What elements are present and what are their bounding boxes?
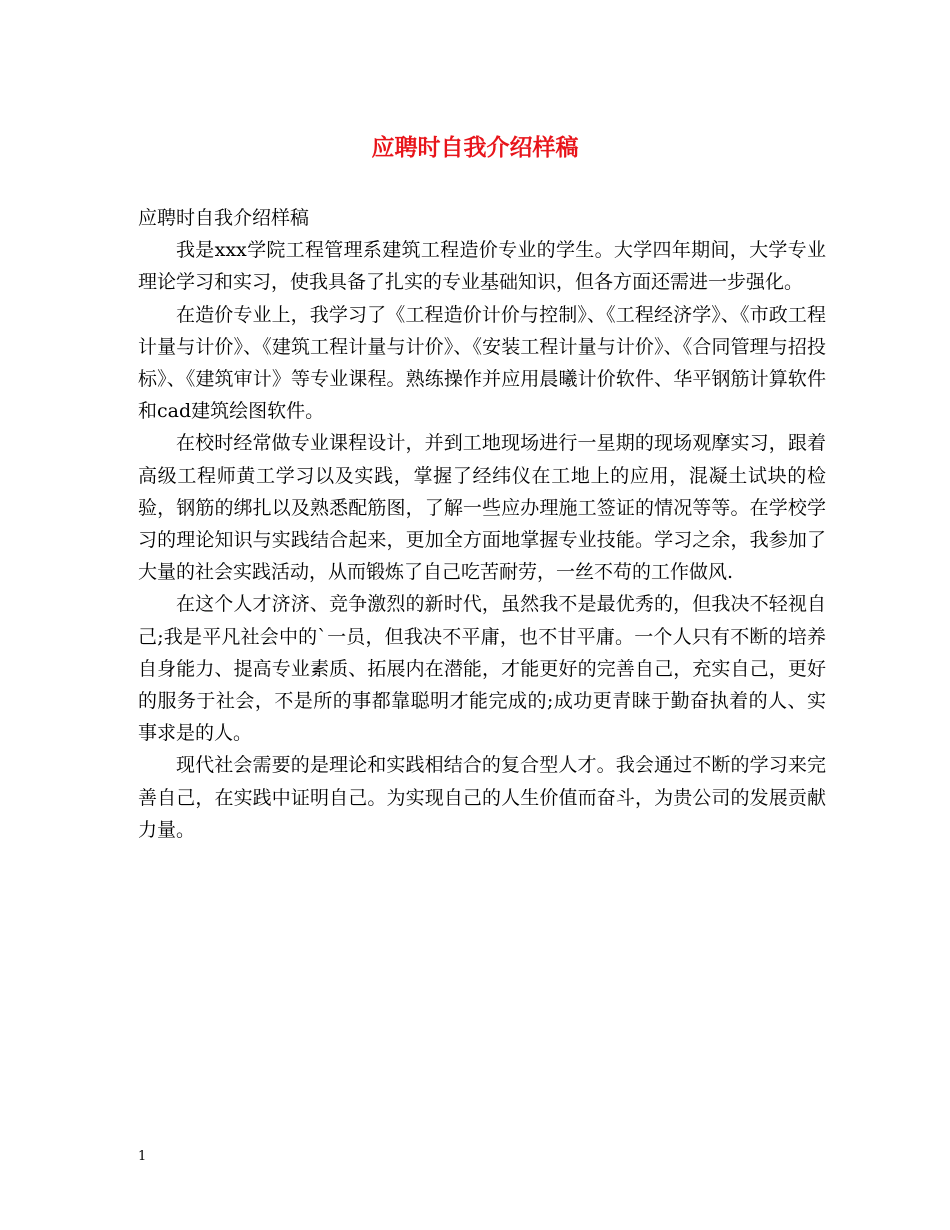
document-title: 应聘时自我介绍样稿 [371, 134, 579, 161]
paragraph-practice: 在校时经常做专业课程设计，并到工地现场进行一星期的现场观摩实习，跟着高级工程师黄工学习以及实践，掌握了经纬仪在工地上的应用，混凝土试块的检验，钢筋的绑扎以及熟悉配筋图，了解一些应办理施工签证的情况等等。在学校学习的理论知识与实践结合起来，更加全方面地掌握专业技能。学习之余，我参加了大量的社会实践活动，从而锻炼了自己吃苦耐劳，一丝不苟的工作做风. [138, 432, 826, 584]
page-number: 1 [138, 1149, 147, 1164]
document-body [138, 202, 826, 846]
paragraph-intro: 我是xxx学院工程管理系建筑工程造价专业的学生。大学四年期间，大学专业理论学习和实习，使我具备了扎实的专业基础知识，但各方面还需进一步强化。 [138, 239, 826, 294]
paragraph-courses: 在造价专业上，我学习了《工程造价计价与控制》、《工程经济学》、《市政工程计量与计价》、《建筑工程计量与计价》、《安装工程计量与计价》、《合同管理与招投标》、《建筑审计》等专业课程。熟练操作并应用晨曦计价软件、华平钢筋计算软件和cad建筑绘图软件。 [138, 303, 826, 423]
paragraph-attitude: 在这个人才济济、竞争激烈的新时代，虽然我不是最优秀的，但我决不轻视自己;我是平凡社会中的`一员，但我决不平庸，也不甘平庸。一个人只有不断的培养自身能力、提高专业素质、拓展内在潜能，才能更好的完善自己，充实自己，更好的服务于社会，不是所的事都靠聪明才能完成的;成功更青睐于勤奋执着的人、实事求是的人。 [138, 593, 826, 745]
paragraph-closing: 现代社会需要的是理论和实践相结合的复合型人才。我会通过不断的学习来完善自己，在实践中证明自己。为实现自己的人生价值而奋斗，为贵公司的发展贡献力量。 [138, 754, 826, 841]
document-subtitle: 应聘时自我介绍样稿 [138, 207, 310, 229]
